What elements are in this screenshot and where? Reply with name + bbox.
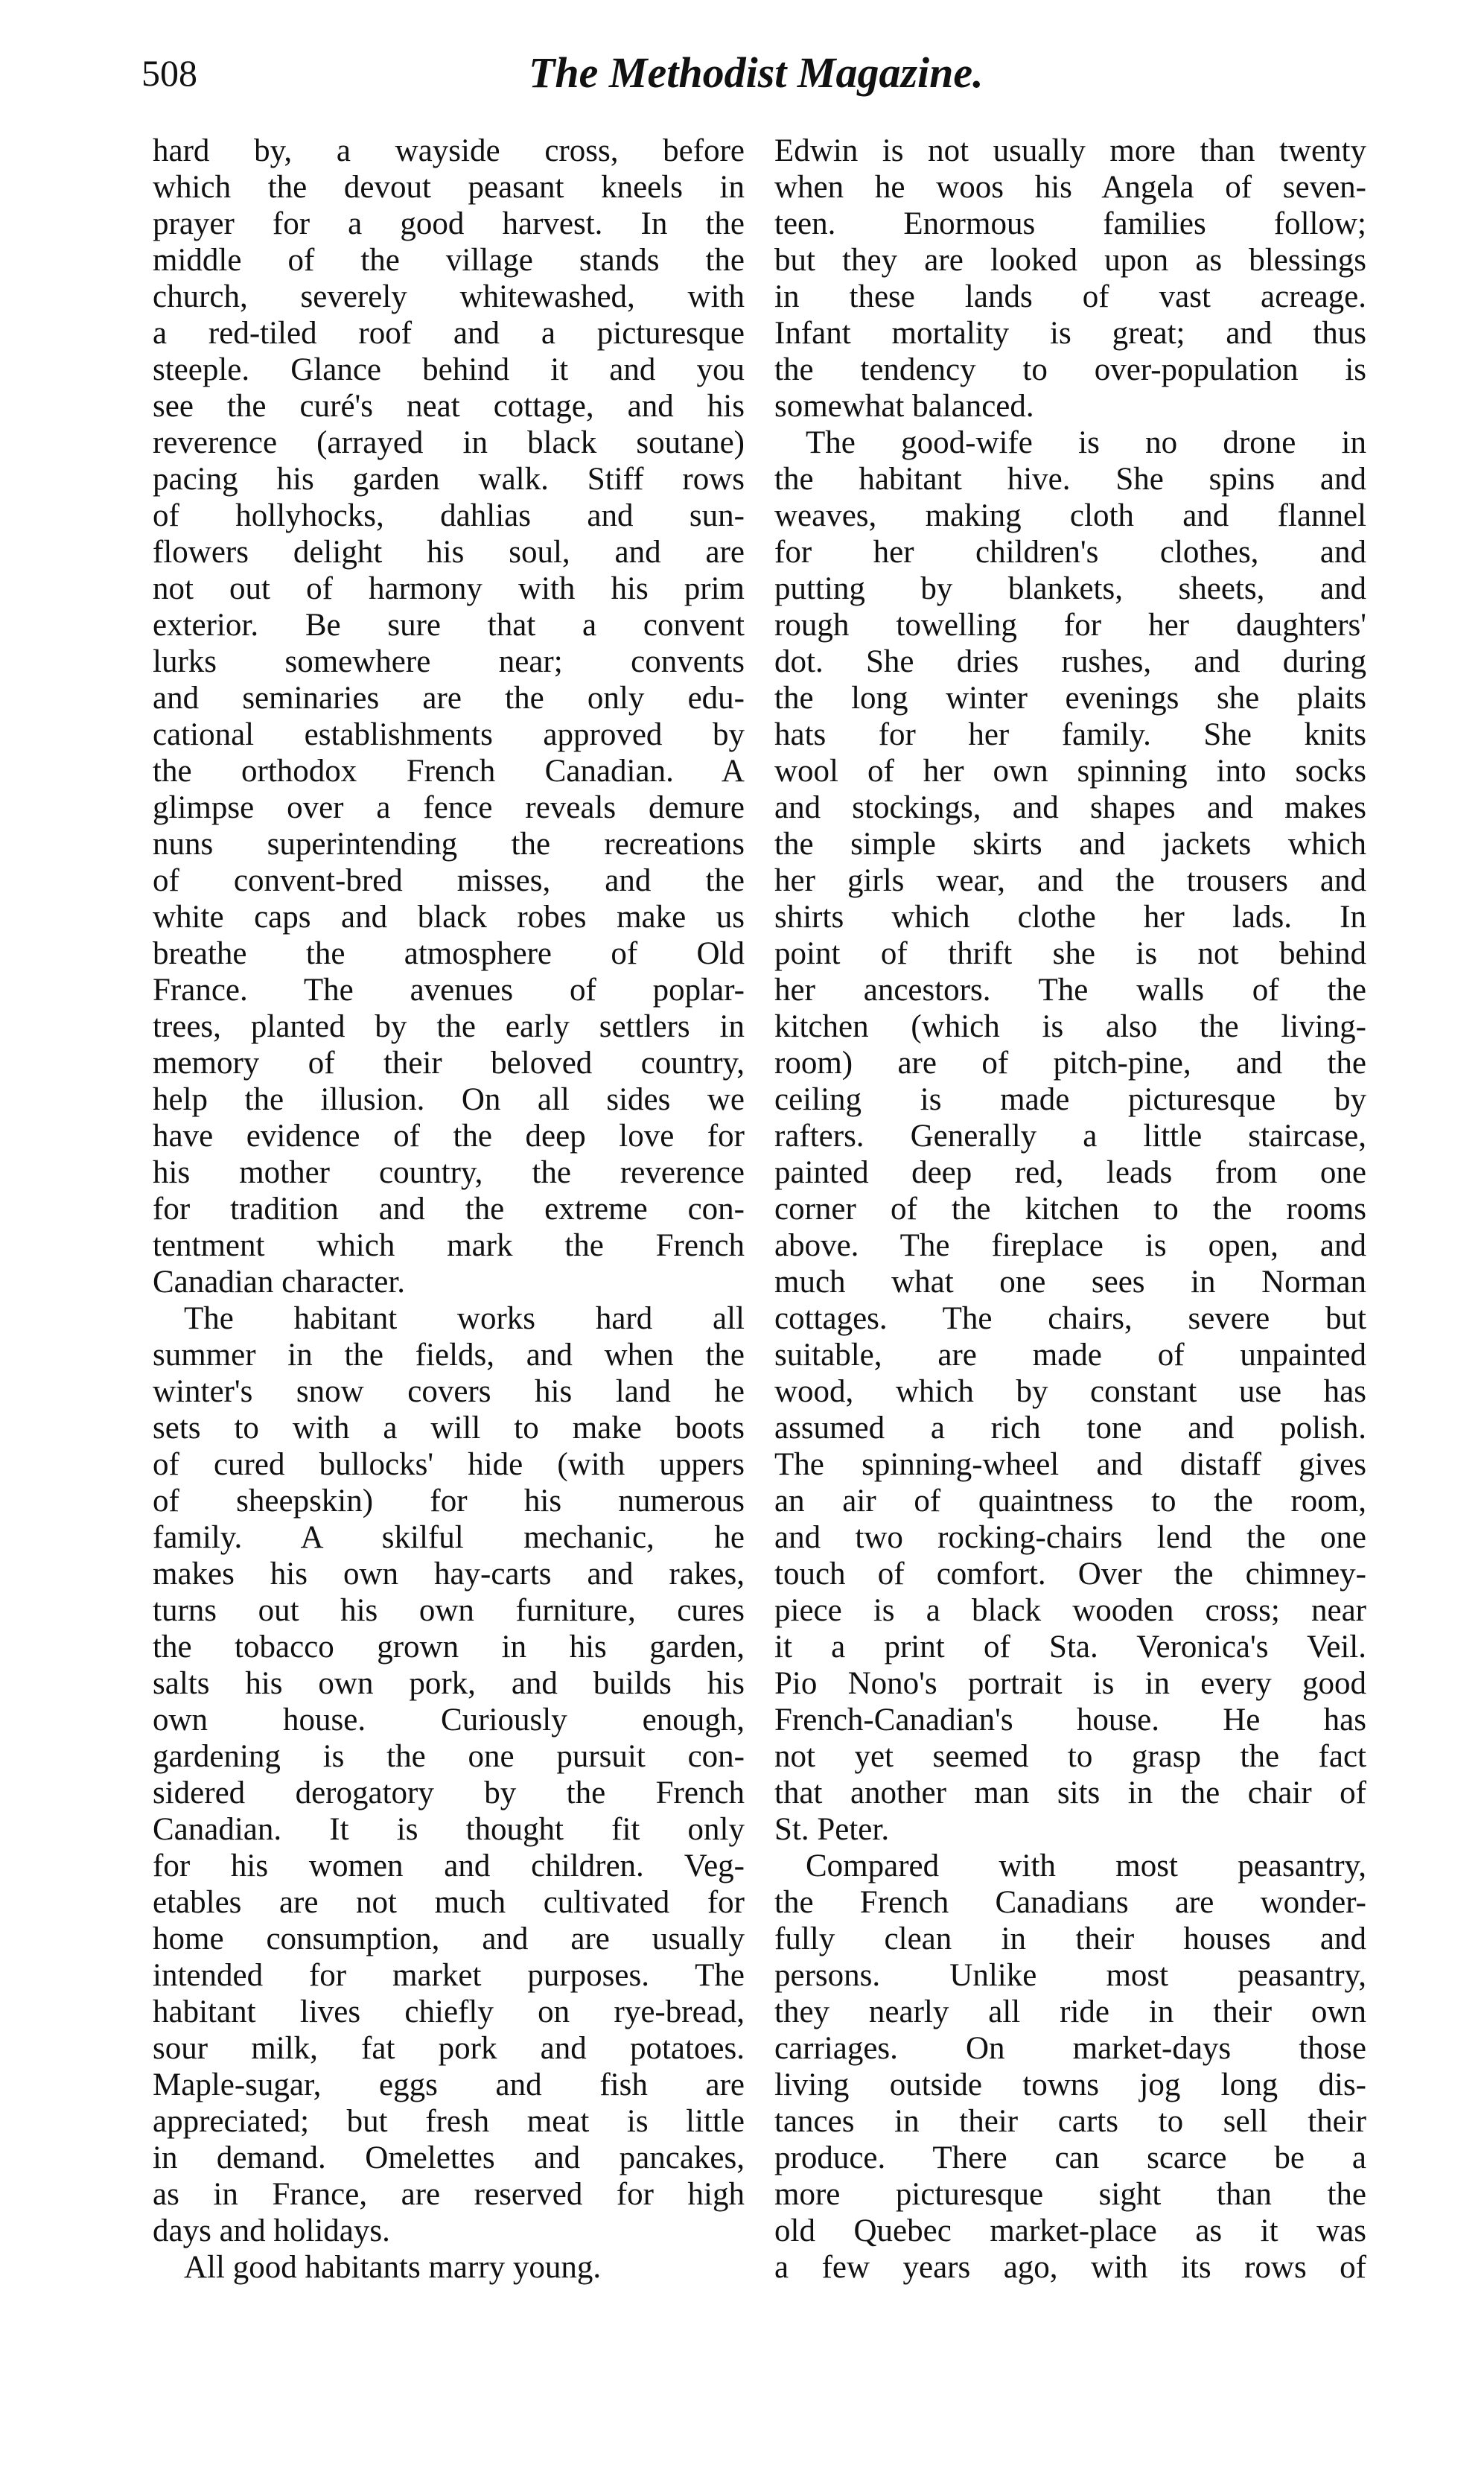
text-line: when he woos his Angela of seven- — [774, 170, 1366, 205]
text-line: of cured bullocks' hide (with uppers — [153, 1447, 745, 1482]
text-line: the simple skirts and jackets which — [774, 827, 1366, 862]
text-line: a few years ago, with its rows of — [774, 2250, 1366, 2285]
text-line: sets to with a will to make boots — [153, 1411, 745, 1446]
text-line: that another man sits in the chair of — [774, 1775, 1366, 1810]
text-line: not out of harmony with his prim — [153, 571, 745, 606]
text-line: in these lands of vast acreage. — [774, 279, 1366, 314]
text-line: days and holidays. — [153, 2213, 390, 2248]
text-line: hats for her family. She knits — [774, 717, 1366, 752]
text-line: Infant mortality is great; and thus — [774, 316, 1366, 351]
text-line: Maple-sugar, eggs and fish are — [153, 2067, 745, 2102]
text-line: prayer for a good harvest. In the — [153, 206, 745, 241]
text-line: tances in their carts to sell their — [774, 2104, 1366, 2139]
text-line: wool of her own spinning into socks — [774, 754, 1366, 789]
text-line: intended for market purposes. The — [153, 1958, 745, 1993]
text-line: above. The fireplace is open, and — [774, 1228, 1366, 1263]
text-line: living outside towns jog long dis- — [774, 2067, 1366, 2102]
text-line: his mother country, the reverence — [153, 1155, 745, 1190]
text-line: nuns superintending the recreations — [153, 827, 745, 862]
text-line: church, severely whitewashed, with — [153, 279, 745, 314]
text-line: The spinning-wheel and distaff gives — [774, 1447, 1366, 1482]
text-line: of convent-bred misses, and the — [153, 863, 745, 898]
text-line: gardening is the one pursuit con- — [153, 1739, 745, 1774]
text-line: help the illusion. On all sides we — [153, 1082, 745, 1117]
text-line: room) are of pitch-pine, and the — [774, 1046, 1366, 1081]
text-line: Canadian. It is thought fit only — [153, 1812, 745, 1847]
text-line: in demand. Omelettes and pancakes, — [153, 2140, 745, 2175]
text-line: the orthodox French Canadian. A — [153, 754, 745, 789]
text-line: the French Canadians are wonder- — [774, 1885, 1366, 1920]
text-line: own house. Curiously enough, — [153, 1703, 745, 1738]
text-line: white caps and black robes make us — [153, 900, 745, 935]
text-line: they nearly all ride in their own — [774, 1994, 1366, 2029]
page-header — [141, 43, 1348, 103]
text-line: The habitant works hard all — [184, 1301, 745, 1336]
text-line: shirts which clothe her lads. In — [774, 900, 1366, 935]
text-line: fully clean in their houses and — [774, 1921, 1366, 1956]
text-line: and seminaries are the only edu- — [153, 681, 745, 716]
text-line: suitable, are made of unpainted — [774, 1338, 1366, 1373]
text-line: carriages. On market-days those — [774, 2031, 1366, 2066]
text-line: putting by blankets, sheets, and — [774, 571, 1366, 606]
text-line: reverence (arrayed in black soutane) — [153, 425, 745, 460]
text-line: but they are looked upon as blessings — [774, 243, 1366, 278]
text-line: for her children's clothes, and — [774, 535, 1366, 570]
text-line: family. A skilful mechanic, he — [153, 1520, 745, 1555]
text-line: somewhat balanced. — [774, 389, 1034, 424]
text-line: turns out his own furniture, cures — [153, 1593, 745, 1628]
left-column — [153, 133, 745, 2286]
text-line: the long winter evenings she plaits — [774, 681, 1366, 716]
text-line: lurks somewhere near; convents — [153, 644, 745, 679]
text-line: cottages. The chairs, severe but — [774, 1301, 1366, 1336]
text-line: home consumption, and are usually — [153, 1921, 745, 1956]
text-line: persons. Unlike most peasantry, — [774, 1958, 1366, 1993]
text-line: rafters. Generally a little staircase, — [774, 1119, 1366, 1154]
text-line: Compared with most peasantry, — [806, 1848, 1366, 1883]
text-line: assumed a rich tone and polish. — [774, 1411, 1366, 1446]
text-line: salts his own pork, and builds his — [153, 1666, 745, 1701]
text-line: see the curé's neat cottage, and his — [153, 389, 745, 424]
text-line: St. Peter. — [774, 1812, 890, 1847]
text-line: as in France, are reserved for high — [153, 2177, 745, 2212]
text-line: pacing his garden walk. Stiff rows — [153, 462, 745, 497]
text-line: cational establishments approved by — [153, 717, 745, 752]
text-line: touch of comfort. Over the chimney- — [774, 1557, 1366, 1592]
text-line: tentment which mark the French — [153, 1228, 745, 1263]
text-line: Pio Nono's portrait is in every good — [774, 1666, 1366, 1701]
text-line: weaves, making cloth and flannel — [774, 498, 1366, 533]
text-line: exterior. Be sure that a convent — [153, 608, 745, 643]
text-line: teen. Enormous families follow; — [774, 206, 1366, 241]
page-number: 508 — [141, 52, 197, 94]
text-line: middle of the village stands the — [153, 243, 745, 278]
text-line: for his women and children. Veg- — [153, 1848, 745, 1883]
text-line: ceiling is made picturesque by — [774, 1082, 1366, 1117]
text-line: produce. There can scarce be a — [774, 2140, 1366, 2175]
text-line: more picturesque sight than the — [774, 2177, 1366, 2212]
text-line: France. The avenues of poplar- — [153, 973, 745, 1008]
text-line: sour milk, fat pork and potatoes. — [153, 2031, 745, 2066]
text-line: her ancestors. The walls of the — [774, 973, 1366, 1008]
text-line: flowers delight his soul, and are — [153, 535, 745, 570]
text-line: old Quebec market-place as it was — [774, 2213, 1366, 2248]
text-line: summer in the fields, and when the — [153, 1338, 745, 1373]
text-line: the habitant hive. She spins and — [774, 462, 1366, 497]
text-line: painted deep red, leads from one — [774, 1155, 1366, 1190]
text-line: much what one sees in Norman — [774, 1265, 1366, 1300]
text-line: a red-tiled roof and a picturesque — [153, 316, 745, 351]
text-line: which the devout peasant kneels in — [153, 170, 745, 205]
text-line: memory of their beloved country, — [153, 1046, 745, 1081]
text-line: sidered derogatory by the French — [153, 1775, 745, 1810]
text-line: piece is a black wooden cross; near — [774, 1593, 1366, 1628]
text-line: an air of quaintness to the room, — [774, 1484, 1366, 1519]
text-line: it a print of Sta. Veronica's Veil. — [774, 1630, 1366, 1665]
right-column — [774, 133, 1366, 2286]
text-line: for tradition and the extreme con- — [153, 1192, 745, 1227]
text-line: breathe the atmosphere of Old — [153, 936, 745, 971]
text-line: of sheepskin) for his numerous — [153, 1484, 745, 1519]
text-line: and stockings, and shapes and makes — [774, 790, 1366, 825]
text-line: of hollyhocks, dahlias and sun- — [153, 498, 745, 533]
text-line: have evidence of the deep love for — [153, 1119, 745, 1154]
text-line: winter's snow covers his land he — [153, 1374, 745, 1409]
running-title: The Methodist Magazine. — [529, 48, 984, 97]
text-line: wood, which by constant use has — [774, 1374, 1366, 1409]
text-line: her girls wear, and the trousers and — [774, 863, 1366, 898]
text-line: Canadian character. — [153, 1265, 406, 1300]
text-line: Edwin is not usually more than twenty — [774, 133, 1366, 168]
text-line: not yet seemed to grasp the fact — [774, 1739, 1366, 1774]
text-line: hard by, a wayside cross, before — [153, 133, 745, 168]
text-line: All good habitants marry young. — [184, 2250, 602, 2285]
text-line: The good-wife is no drone in — [806, 425, 1366, 460]
text-line: and two rocking-chairs lend the one — [774, 1520, 1366, 1555]
text-line: trees, planted by the early settlers in — [153, 1009, 745, 1044]
text-line: habitant lives chiefly on rye-bread, — [153, 1994, 745, 2029]
text-line: corner of the kitchen to the rooms — [774, 1192, 1366, 1227]
text-line: appreciated; but fresh meat is little — [153, 2104, 745, 2139]
text-line: glimpse over a fence reveals demure — [153, 790, 745, 825]
text-line: the tendency to over-population is — [774, 352, 1366, 387]
text-line: etables are not much cultivated for — [153, 1885, 745, 1920]
text-line: rough towelling for her daughters' — [774, 608, 1366, 643]
text-line: steeple. Glance behind it and you — [153, 352, 745, 387]
text-line: kitchen (which is also the living- — [774, 1009, 1366, 1044]
text-line: dot. She dries rushes, and during — [774, 644, 1366, 679]
text-line: French-Canadian's house. He has — [774, 1703, 1366, 1738]
text-line: the tobacco grown in his garden, — [153, 1630, 745, 1665]
text-line: point of thrift she is not behind — [774, 936, 1366, 971]
text-line: makes his own hay-carts and rakes, — [153, 1557, 745, 1592]
